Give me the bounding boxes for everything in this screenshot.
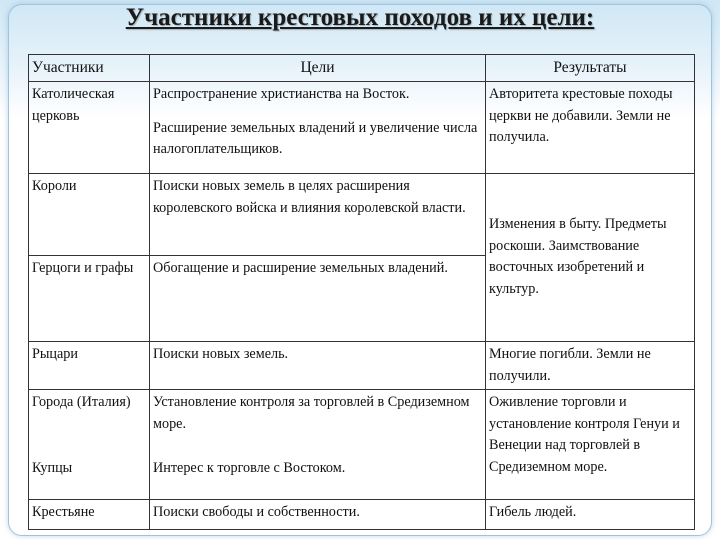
- goals-cell: Интерес к торговле с Востоком.: [150, 456, 486, 500]
- participant-cell: Католическая церковь: [29, 82, 150, 174]
- results-cell: Оживление торговли и установление контроля Генуи и Венеции над торговлей в Средиземном море.: [486, 390, 695, 500]
- goals-cell: Поиски свободы и собственности.: [150, 500, 486, 530]
- table-row: [29, 500, 695, 530]
- goals-cell: [150, 82, 486, 174]
- page-title: Участники крестовых походов и их цели:: [125, 4, 595, 31]
- goal-text: Распространение христианства на Восток.: [153, 86, 410, 102]
- results-cell: Многие погибли. Земли не получили.: [486, 342, 695, 390]
- participant-cell: Короли: [29, 174, 150, 256]
- crusades-table: [28, 54, 695, 530]
- goals-cell: Поиски новых земель.: [150, 342, 486, 390]
- table-row: [29, 342, 695, 390]
- participant-cell: Рыцари: [29, 342, 150, 390]
- table-row: [29, 82, 695, 174]
- participant-cell: Крестьяне: [29, 500, 150, 530]
- table-row: [29, 174, 695, 256]
- table-row: [29, 390, 695, 456]
- header-goals: Цели: [150, 55, 486, 82]
- goals-cell: Установление контроля за торговлей в Средиземном море.: [150, 390, 486, 456]
- results-cell: Изменения в быту. Предметы роскоши. Заимствование восточных изобретений и культур.: [486, 174, 695, 342]
- participant-cell: Купцы: [29, 456, 150, 500]
- goal-text: Расширение земельных владений и увеличение числа налогоплательщиков.: [153, 119, 478, 157]
- results-cell: Авторитета крестовые походы церкви не добавили. Земли не получила.: [486, 82, 695, 174]
- header-results: Результаты: [486, 55, 695, 82]
- header-participants: Участники: [29, 55, 150, 82]
- participant-cell: Города (Италия): [29, 390, 150, 456]
- results-cell: Гибель людей.: [486, 500, 695, 530]
- table-header-row: [29, 55, 695, 82]
- goals-cell: Обогащение и расширение земельных владений.: [150, 256, 486, 342]
- goals-cell: Поиски новых земель в целях расширения королевского войска и влияния королевской власти.: [150, 174, 486, 256]
- participant-cell: Герцоги и графы: [29, 256, 150, 342]
